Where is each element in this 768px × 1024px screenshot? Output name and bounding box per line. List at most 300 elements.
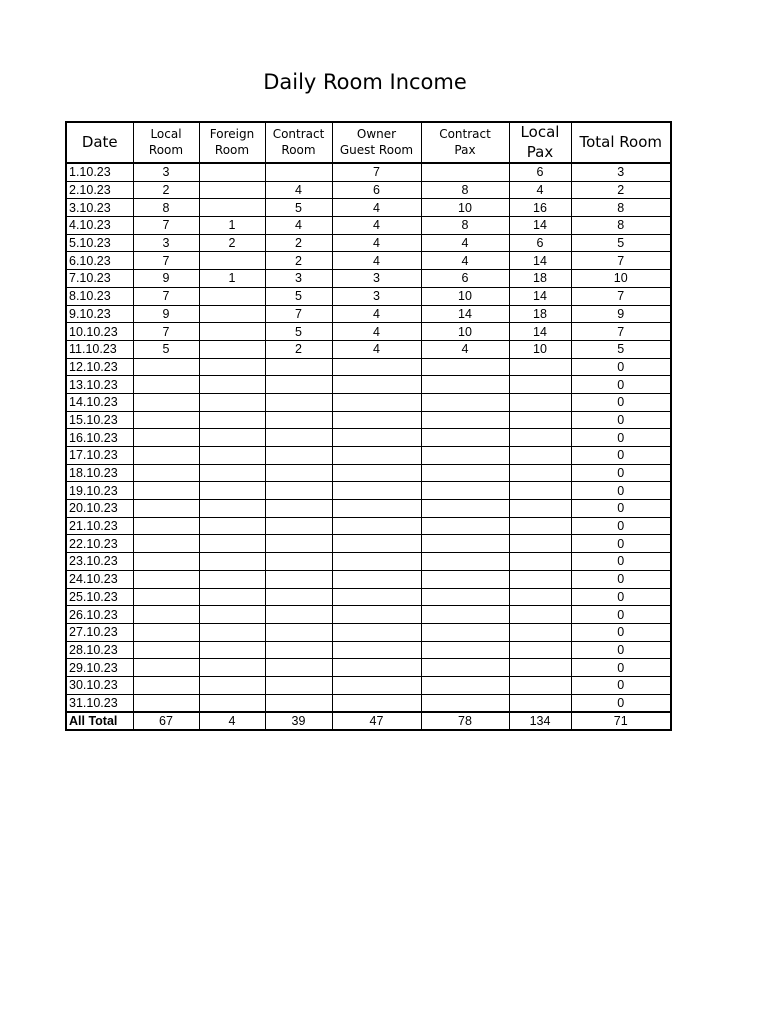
cell-local-pax [509,641,571,659]
cell-date: 23.10.23 [66,553,133,571]
cell-local-room [133,606,199,624]
cell-contract-room: 3 [265,270,332,288]
cell-contract-room: 2 [265,340,332,358]
cell-total-room: 0 [571,393,671,411]
cell-local-pax [509,570,571,588]
cell-owner-guest-room [332,694,421,712]
cell-foreign-room [199,199,265,217]
cell-date: 18.10.23 [66,464,133,482]
cell-contract-room [265,588,332,606]
cell-owner-guest-room [332,482,421,500]
cell-contract-pax [421,411,509,429]
cell-total-room: 0 [571,376,671,394]
cell-foreign-room [199,429,265,447]
table-row [66,181,671,199]
cell-owner-guest-room: 4 [332,305,421,323]
table-row [66,676,671,694]
cell-local-pax [509,482,571,500]
cell-total-room: 7 [571,323,671,341]
cell-contract-room: 5 [265,323,332,341]
cell-contract-pax: 10 [421,323,509,341]
cell-foreign-room [199,482,265,500]
cell-contract-room [265,482,332,500]
cell-total-room: 0 [571,641,671,659]
header-label-line2: Room [214,142,250,157]
cell-contract-pax: 4 [421,234,509,252]
cell-local-pax: 14 [509,323,571,341]
cell-foreign-room: 1 [199,217,265,235]
table-row [66,500,671,518]
cell-contract-room [265,517,332,535]
cell-total-room: 0 [571,659,671,677]
cell-owner-guest-room: 3 [332,270,421,288]
cell-total-room: 0 [571,482,671,500]
cell-total-room: 0 [571,411,671,429]
cell-foreign-room [199,287,265,305]
cell-total-room: 0 [571,606,671,624]
table-row [66,464,671,482]
cell-local-pax [509,517,571,535]
total-total-room: 71 [571,712,671,730]
table-row [66,429,671,447]
cell-local-pax [509,500,571,518]
cell-local-room [133,676,199,694]
cell-contract-room [265,659,332,677]
daily-room-income-table [65,121,672,731]
cell-owner-guest-room [332,358,421,376]
cell-owner-guest-room [332,641,421,659]
cell-local-pax: 14 [509,252,571,270]
cell-owner-guest-room: 4 [332,323,421,341]
cell-total-room: 0 [571,694,671,712]
cell-foreign-room [199,181,265,199]
cell-date: 27.10.23 [66,623,133,641]
cell-foreign-room [199,517,265,535]
total-contract-pax: 78 [421,712,509,730]
cell-local-pax [509,411,571,429]
total-contract-room: 39 [265,712,332,730]
cell-local-room: 9 [133,270,199,288]
total-owner-guest-room: 47 [332,712,421,730]
cell-contract-room: 5 [265,199,332,217]
cell-foreign-room [199,163,265,181]
cell-date: 13.10.23 [66,376,133,394]
cell-contract-pax [421,535,509,553]
header-label-line2: Pax [454,142,476,157]
header-label-line1: Foreign [209,126,255,141]
header-label-line1: Local [520,123,560,141]
cell-owner-guest-room [332,376,421,394]
table-row [66,694,671,712]
cell-total-room: 3 [571,163,671,181]
cell-owner-guest-room [332,659,421,677]
cell-date: 2.10.23 [66,181,133,199]
cell-date: 5.10.23 [66,234,133,252]
cell-local-room: 2 [133,181,199,199]
cell-contract-pax [421,464,509,482]
total-local-pax: 134 [509,712,571,730]
cell-foreign-room [199,305,265,323]
cell-total-room: 0 [571,623,671,641]
cell-date: 19.10.23 [66,482,133,500]
cell-local-room [133,588,199,606]
cell-contract-room [265,606,332,624]
cell-local-room: 3 [133,163,199,181]
header-date [66,122,133,163]
cell-owner-guest-room: 3 [332,287,421,305]
cell-local-pax [509,535,571,553]
header-total-room [571,122,671,163]
cell-contract-room [265,676,332,694]
cell-contract-pax [421,517,509,535]
header-label-line2: Pax [526,142,554,161]
table-row [66,570,671,588]
cell-contract-room [265,623,332,641]
cell-contract-pax: 8 [421,217,509,235]
cell-foreign-room [199,500,265,518]
cell-contract-pax: 8 [421,181,509,199]
cell-contract-pax [421,623,509,641]
cell-total-room: 0 [571,588,671,606]
cell-owner-guest-room: 6 [332,181,421,199]
totals-row [66,712,671,730]
cell-contract-room [265,163,332,181]
cell-local-room: 9 [133,305,199,323]
table-row [66,623,671,641]
cell-contract-room [265,464,332,482]
cell-date: 4.10.23 [66,217,133,235]
cell-date: 14.10.23 [66,393,133,411]
cell-foreign-room: 2 [199,234,265,252]
cell-date: 29.10.23 [66,659,133,677]
table-row [66,535,671,553]
cell-contract-room [265,376,332,394]
cell-date: 20.10.23 [66,500,133,518]
header-label-line2: Room [281,142,316,157]
cell-local-room [133,694,199,712]
cell-local-pax [509,623,571,641]
cell-local-room [133,429,199,447]
header-label-line1: Local [150,126,182,141]
cell-date: 28.10.23 [66,641,133,659]
cell-total-room: 8 [571,199,671,217]
cell-foreign-room [199,340,265,358]
cell-local-pax: 4 [509,181,571,199]
cell-local-room [133,393,199,411]
cell-contract-pax: 4 [421,340,509,358]
table-row [66,393,671,411]
cell-local-pax [509,393,571,411]
cell-contract-pax [421,163,509,181]
cell-foreign-room [199,447,265,465]
cell-total-room: 5 [571,234,671,252]
cell-local-pax [509,553,571,571]
cell-date: 24.10.23 [66,570,133,588]
cell-foreign-room [199,588,265,606]
cell-contract-pax: 10 [421,199,509,217]
page-title: Daily Room Income [263,70,467,94]
cell-local-room [133,464,199,482]
cell-local-pax [509,659,571,677]
header-label-line1: Contract [439,126,491,141]
table-row [66,411,671,429]
cell-local-pax [509,588,571,606]
cell-contract-pax [421,606,509,624]
table-row [66,376,671,394]
cell-contract-room [265,641,332,659]
header-label-line2: Room [148,142,184,157]
cell-total-room: 0 [571,570,671,588]
cell-date: 30.10.23 [66,676,133,694]
cell-contract-pax [421,694,509,712]
cell-foreign-room [199,659,265,677]
cell-local-pax [509,447,571,465]
cell-date: 17.10.23 [66,447,133,465]
cell-foreign-room [199,694,265,712]
table-row [66,553,671,571]
cell-owner-guest-room [332,606,421,624]
cell-local-room [133,447,199,465]
table-row [66,199,671,217]
cell-owner-guest-room [332,588,421,606]
cell-total-room: 0 [571,500,671,518]
table-row [66,641,671,659]
cell-foreign-room [199,570,265,588]
cell-contract-room [265,447,332,465]
header-foreign-room [199,122,265,163]
cell-local-pax [509,429,571,447]
table-row [66,323,671,341]
cell-contract-pax [421,570,509,588]
header-owner-guest-room [332,122,421,163]
cell-owner-guest-room: 4 [332,199,421,217]
cell-owner-guest-room: 4 [332,340,421,358]
header-label-line1: Contract [272,126,325,141]
totals-label: All Total [66,712,133,730]
cell-local-room: 7 [133,252,199,270]
cell-contract-room [265,411,332,429]
cell-foreign-room [199,464,265,482]
cell-local-room: 8 [133,199,199,217]
cell-contract-pax [421,447,509,465]
cell-contract-room: 5 [265,287,332,305]
cell-contract-pax [421,553,509,571]
cell-local-pax: 6 [509,163,571,181]
cell-foreign-room [199,553,265,571]
cell-contract-pax: 14 [421,305,509,323]
cell-owner-guest-room [332,464,421,482]
cell-contract-pax [421,500,509,518]
cell-date: 10.10.23 [66,323,133,341]
cell-local-room [133,411,199,429]
cell-local-room [133,641,199,659]
cell-contract-room: 2 [265,252,332,270]
cell-date: 9.10.23 [66,305,133,323]
cell-contract-room: 2 [265,234,332,252]
cell-owner-guest-room [332,623,421,641]
cell-local-pax: 14 [509,217,571,235]
cell-owner-guest-room [332,570,421,588]
cell-total-room: 0 [571,676,671,694]
cell-owner-guest-room [332,517,421,535]
cell-owner-guest-room: 4 [332,234,421,252]
cell-local-room: 7 [133,323,199,341]
cell-date: 1.10.23 [66,163,133,181]
header-label-line1: Total Room [579,132,662,151]
cell-foreign-room [199,535,265,553]
cell-contract-room [265,553,332,571]
cell-date: 22.10.23 [66,535,133,553]
table-row [66,606,671,624]
cell-local-room [133,358,199,376]
cell-date: 21.10.23 [66,517,133,535]
table-row [66,517,671,535]
cell-owner-guest-room [332,411,421,429]
table-row [66,270,671,288]
header-contract-pax [421,122,509,163]
cell-total-room: 9 [571,305,671,323]
header-local-pax [509,122,571,163]
cell-local-room [133,376,199,394]
cell-date: 7.10.23 [66,270,133,288]
cell-contract-room: 4 [265,217,332,235]
cell-local-room: 7 [133,287,199,305]
cell-local-pax [509,676,571,694]
cell-foreign-room [199,606,265,624]
table-row [66,482,671,500]
cell-contract-room [265,694,332,712]
cell-owner-guest-room: 4 [332,252,421,270]
cell-total-room: 8 [571,217,671,235]
header-local-room [133,122,199,163]
cell-contract-room [265,429,332,447]
cell-total-room: 0 [571,464,671,482]
cell-owner-guest-room: 4 [332,217,421,235]
cell-owner-guest-room [332,535,421,553]
cell-contract-pax [421,482,509,500]
total-foreign-room: 4 [199,712,265,730]
table-row [66,588,671,606]
cell-foreign-room [199,393,265,411]
cell-total-room: 10 [571,270,671,288]
cell-contract-pax [421,676,509,694]
cell-foreign-room [199,358,265,376]
cell-local-room: 5 [133,340,199,358]
cell-local-pax [509,464,571,482]
cell-contract-room [265,393,332,411]
cell-owner-guest-room [332,447,421,465]
cell-owner-guest-room: 7 [332,163,421,181]
cell-contract-room: 7 [265,305,332,323]
cell-local-room [133,553,199,571]
cell-total-room: 0 [571,535,671,553]
cell-total-room: 7 [571,287,671,305]
cell-local-room: 7 [133,217,199,235]
cell-local-pax: 18 [509,305,571,323]
cell-date: 6.10.23 [66,252,133,270]
cell-contract-pax [421,588,509,606]
cell-date: 31.10.23 [66,694,133,712]
header-label-line1: Date [81,132,118,151]
cell-contract-pax: 10 [421,287,509,305]
cell-contract-pax [421,641,509,659]
cell-local-room [133,517,199,535]
cell-contract-room: 4 [265,181,332,199]
cell-local-pax: 18 [509,270,571,288]
cell-owner-guest-room [332,393,421,411]
cell-date: 25.10.23 [66,588,133,606]
cell-contract-room [265,570,332,588]
cell-foreign-room [199,676,265,694]
cell-owner-guest-room [332,553,421,571]
cell-total-room: 2 [571,181,671,199]
cell-foreign-room [199,411,265,429]
table-row [66,659,671,677]
cell-total-room: 0 [571,429,671,447]
cell-local-pax: 16 [509,199,571,217]
cell-owner-guest-room [332,500,421,518]
cell-local-room [133,659,199,677]
header-row [66,122,671,163]
table-row [66,287,671,305]
cell-local-room [133,570,199,588]
cell-date: 11.10.23 [66,340,133,358]
cell-local-pax [509,694,571,712]
cell-local-pax: 10 [509,340,571,358]
cell-local-pax: 6 [509,234,571,252]
cell-contract-pax [421,376,509,394]
cell-foreign-room: 1 [199,270,265,288]
cell-foreign-room [199,641,265,659]
cell-date: 12.10.23 [66,358,133,376]
cell-total-room: 7 [571,252,671,270]
cell-contract-pax [421,393,509,411]
table-row [66,447,671,465]
cell-total-room: 5 [571,340,671,358]
table-body [66,163,671,712]
cell-total-room: 0 [571,553,671,571]
cell-local-pax [509,358,571,376]
cell-foreign-room [199,376,265,394]
cell-contract-room [265,500,332,518]
cell-date: 26.10.23 [66,606,133,624]
header-contract-room [265,122,332,163]
cell-local-room: 3 [133,234,199,252]
cell-local-pax: 14 [509,287,571,305]
cell-owner-guest-room [332,676,421,694]
cell-contract-pax [421,358,509,376]
header-label-line2: Guest Room [339,142,414,157]
table-row [66,217,671,235]
cell-local-room [133,500,199,518]
total-local-room: 67 [133,712,199,730]
cell-local-pax [509,376,571,394]
table-row [66,163,671,181]
cell-foreign-room [199,252,265,270]
cell-contract-pax [421,429,509,447]
cell-foreign-room [199,623,265,641]
cell-total-room: 0 [571,358,671,376]
table-row [66,305,671,323]
cell-owner-guest-room [332,429,421,447]
cell-date: 16.10.23 [66,429,133,447]
cell-contract-room [265,535,332,553]
cell-local-room [133,482,199,500]
table-row [66,340,671,358]
cell-foreign-room [199,323,265,341]
cell-total-room: 0 [571,447,671,465]
cell-local-room [133,535,199,553]
